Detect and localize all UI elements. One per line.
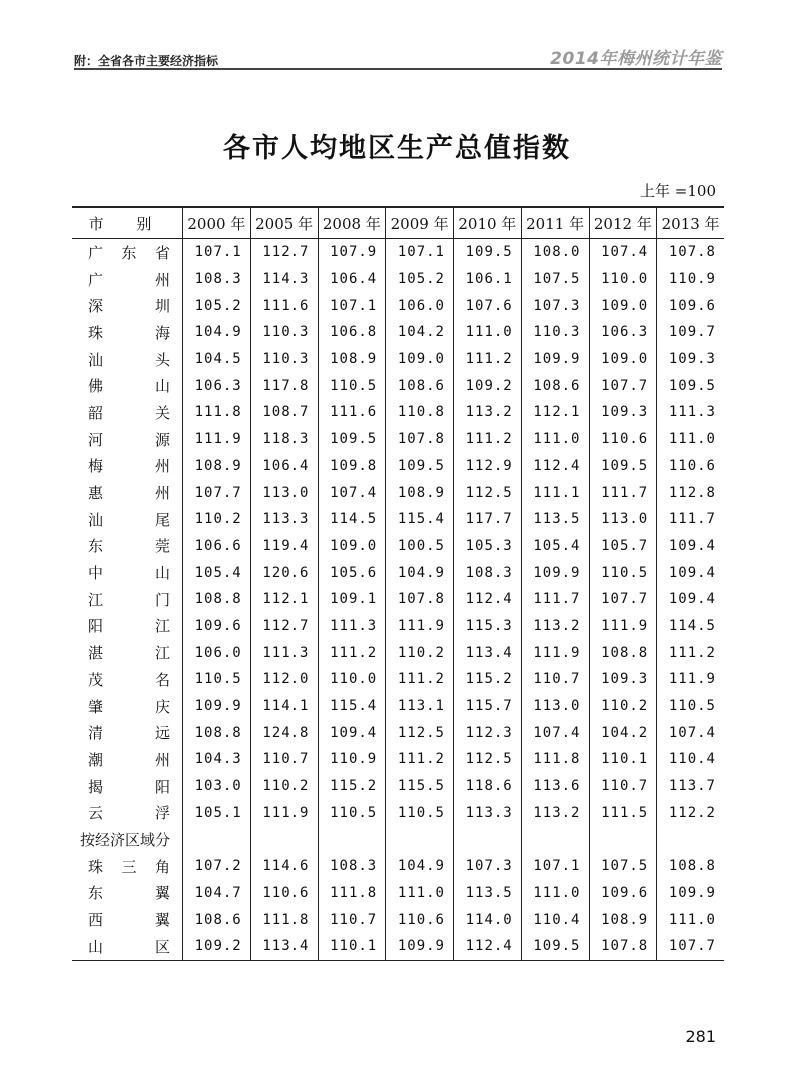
table-cell: 110.4 bbox=[521, 906, 589, 933]
table-cell: 108.8 bbox=[183, 719, 251, 746]
table-cell: 114.6 bbox=[250, 853, 318, 880]
table-cell: 118.3 bbox=[250, 426, 318, 453]
column-header: 市 别 bbox=[72, 207, 183, 239]
row-label: 韶关 bbox=[88, 403, 170, 422]
table-cell: 106.3 bbox=[589, 319, 657, 346]
table-cell: 109.6 bbox=[657, 292, 724, 319]
row-label: 江门 bbox=[88, 590, 170, 609]
row-label: 汕头 bbox=[88, 350, 170, 369]
row-label: 阳江 bbox=[88, 617, 170, 636]
table-cell: 112.4 bbox=[454, 933, 522, 960]
table-cell: 113.5 bbox=[454, 880, 522, 907]
table-cell: 115.7 bbox=[454, 693, 522, 720]
table-cell: 112.5 bbox=[454, 746, 522, 773]
table-cell: 113.3 bbox=[250, 506, 318, 533]
table-cell: 109.3 bbox=[589, 399, 657, 426]
table-cell: 109.9 bbox=[521, 559, 589, 586]
table-cell: 107.5 bbox=[521, 266, 589, 293]
column-header: 2000 年 bbox=[183, 207, 251, 239]
table-row bbox=[72, 693, 724, 720]
table-cell: 111.2 bbox=[454, 346, 522, 373]
table-cell: 110.2 bbox=[250, 773, 318, 800]
table-cell: 111.3 bbox=[318, 613, 386, 640]
table-cell: 110.3 bbox=[250, 346, 318, 373]
column-header: 2013 年 bbox=[657, 207, 724, 239]
table-row bbox=[72, 666, 724, 693]
table-row bbox=[72, 292, 724, 319]
table-cell: 107.8 bbox=[657, 239, 724, 266]
table-cell bbox=[386, 826, 454, 853]
table-cell: 111.7 bbox=[521, 586, 589, 613]
running-header-section: 附：全省各市主要经济指标 bbox=[74, 54, 219, 68]
table-row bbox=[72, 266, 724, 293]
table-cell: 111.6 bbox=[318, 399, 386, 426]
table-cell: 110.9 bbox=[318, 746, 386, 773]
table-cell: 111.9 bbox=[589, 613, 657, 640]
table-cell: 108.3 bbox=[183, 266, 251, 293]
table-cell: 113.2 bbox=[521, 799, 589, 826]
table-cell: 110.5 bbox=[318, 372, 386, 399]
table-cell: 100.5 bbox=[386, 533, 454, 560]
table-cell: 111.9 bbox=[657, 666, 724, 693]
table-cell: 109.5 bbox=[657, 372, 724, 399]
table-row bbox=[72, 399, 724, 426]
table-cell: 124.8 bbox=[250, 719, 318, 746]
table-cell: 106.0 bbox=[386, 292, 454, 319]
table-cell: 106.4 bbox=[250, 453, 318, 480]
table-cell: 112.2 bbox=[657, 799, 724, 826]
table-cell: 107.1 bbox=[318, 292, 386, 319]
table-cell: 113.5 bbox=[521, 506, 589, 533]
table-cell: 108.6 bbox=[386, 372, 454, 399]
table-cell: 106.6 bbox=[183, 533, 251, 560]
table-cell bbox=[250, 826, 318, 853]
table-cell: 112.0 bbox=[250, 666, 318, 693]
table-cell: 111.7 bbox=[657, 506, 724, 533]
table-cell: 109.7 bbox=[657, 319, 724, 346]
table-cell: 111.9 bbox=[521, 639, 589, 666]
table-row bbox=[72, 239, 724, 266]
table-row bbox=[72, 559, 724, 586]
table-cell: 104.7 bbox=[183, 880, 251, 907]
table-body bbox=[72, 239, 724, 961]
table-cell: 110.6 bbox=[386, 906, 454, 933]
table-cell: 104.9 bbox=[386, 559, 454, 586]
row-label: 清远 bbox=[88, 724, 170, 743]
table-cell: 113.4 bbox=[250, 933, 318, 960]
table-cell: 107.4 bbox=[318, 479, 386, 506]
table-cell: 110.5 bbox=[318, 799, 386, 826]
row-label: 广东省 bbox=[88, 243, 170, 262]
table-cell: 109.0 bbox=[589, 292, 657, 319]
table-cell: 107.5 bbox=[589, 853, 657, 880]
table-row bbox=[72, 372, 724, 399]
region-row bbox=[72, 933, 724, 960]
table-row bbox=[72, 533, 724, 560]
table-cell: 112.5 bbox=[386, 719, 454, 746]
table-cell: 104.2 bbox=[386, 319, 454, 346]
table-cell: 110.3 bbox=[521, 319, 589, 346]
table-cell: 108.8 bbox=[589, 639, 657, 666]
table-cell: 109.9 bbox=[657, 880, 724, 907]
table-cell: 109.4 bbox=[657, 586, 724, 613]
table-cell: 109.3 bbox=[657, 346, 724, 373]
table-cell: 109.0 bbox=[589, 346, 657, 373]
table-cell: 110.2 bbox=[589, 693, 657, 720]
table-cell: 109.6 bbox=[183, 613, 251, 640]
table-cell: 110.5 bbox=[589, 559, 657, 586]
table-cell: 111.5 bbox=[589, 799, 657, 826]
table-cell: 118.6 bbox=[454, 773, 522, 800]
table-cell: 107.1 bbox=[386, 239, 454, 266]
table-cell: 107.1 bbox=[183, 239, 251, 266]
table-cell: 109.3 bbox=[589, 666, 657, 693]
table-cell: 112.5 bbox=[454, 479, 522, 506]
table-cell: 110.6 bbox=[589, 426, 657, 453]
table-row bbox=[72, 586, 724, 613]
table-cell bbox=[318, 826, 386, 853]
table-cell: 111.2 bbox=[386, 666, 454, 693]
running-header-yearbook: 2014年梅州统计年鉴 bbox=[550, 49, 722, 69]
column-header: 2010 年 bbox=[454, 207, 522, 239]
table-cell: 113.7 bbox=[657, 773, 724, 800]
table-cell: 110.7 bbox=[250, 746, 318, 773]
table-cell: 111.8 bbox=[318, 880, 386, 907]
table-cell: 107.6 bbox=[454, 292, 522, 319]
table-cell: 109.4 bbox=[657, 559, 724, 586]
table-cell: 106.1 bbox=[454, 266, 522, 293]
column-header: 2009 年 bbox=[386, 207, 454, 239]
table-cell: 110.5 bbox=[183, 666, 251, 693]
table-cell: 114.5 bbox=[657, 613, 724, 640]
table-cell: 111.8 bbox=[183, 399, 251, 426]
table-cell: 111.3 bbox=[250, 639, 318, 666]
table-cell: 112.1 bbox=[521, 399, 589, 426]
table-cell: 109.4 bbox=[318, 719, 386, 746]
table-cell: 107.4 bbox=[589, 239, 657, 266]
table-cell: 109.5 bbox=[589, 453, 657, 480]
table-cell: 111.2 bbox=[318, 639, 386, 666]
row-label: 茂名 bbox=[88, 670, 170, 689]
row-label: 肇庆 bbox=[88, 697, 170, 716]
row-label: 东翼 bbox=[88, 884, 170, 903]
table-cell: 109.1 bbox=[318, 586, 386, 613]
table-row bbox=[72, 746, 724, 773]
table-cell: 108.9 bbox=[589, 906, 657, 933]
row-label: 佛山 bbox=[88, 377, 170, 396]
table-cell: 115.5 bbox=[386, 773, 454, 800]
table-cell: 111.0 bbox=[521, 426, 589, 453]
table-cell: 109.9 bbox=[521, 346, 589, 373]
table-cell: 115.4 bbox=[386, 506, 454, 533]
table-cell: 103.0 bbox=[183, 773, 251, 800]
table-cell: 109.6 bbox=[589, 880, 657, 907]
table-cell: 113.3 bbox=[454, 799, 522, 826]
table-cell: 111.9 bbox=[250, 799, 318, 826]
table-cell: 110.6 bbox=[657, 453, 724, 480]
table-cell bbox=[589, 826, 657, 853]
row-label: 东莞 bbox=[88, 537, 170, 556]
table-row bbox=[72, 319, 724, 346]
table-cell: 112.7 bbox=[250, 239, 318, 266]
table-cell: 109.5 bbox=[454, 239, 522, 266]
table-cell: 113.0 bbox=[250, 479, 318, 506]
row-label: 中山 bbox=[88, 564, 170, 583]
table-cell: 111.3 bbox=[657, 399, 724, 426]
table-cell: 107.8 bbox=[386, 586, 454, 613]
row-label: 广州 bbox=[88, 270, 170, 289]
table-cell: 115.2 bbox=[454, 666, 522, 693]
row-label: 珠三角 bbox=[88, 857, 170, 876]
section-row bbox=[72, 826, 724, 853]
table-cell: 110.0 bbox=[318, 666, 386, 693]
row-label: 河源 bbox=[88, 430, 170, 449]
table-cell: 109.5 bbox=[386, 453, 454, 480]
table-cell: 110.2 bbox=[183, 506, 251, 533]
table-cell: 110.0 bbox=[589, 266, 657, 293]
column-header: 2005 年 bbox=[250, 207, 318, 239]
table-cell: 104.9 bbox=[386, 853, 454, 880]
table-cell: 111.9 bbox=[183, 426, 251, 453]
table-cell: 113.0 bbox=[521, 693, 589, 720]
table-cell bbox=[454, 826, 522, 853]
table-cell: 114.5 bbox=[318, 506, 386, 533]
table-cell: 109.5 bbox=[521, 933, 589, 960]
table-cell: 105.6 bbox=[318, 559, 386, 586]
table-cell: 104.2 bbox=[589, 719, 657, 746]
row-label: 山区 bbox=[72, 933, 183, 960]
table-cell: 113.2 bbox=[521, 613, 589, 640]
table-cell: 108.6 bbox=[521, 372, 589, 399]
row-label: 揭阳 bbox=[88, 777, 170, 796]
table-cell: 110.5 bbox=[657, 693, 724, 720]
header-divider bbox=[74, 68, 722, 70]
table-cell: 107.3 bbox=[521, 292, 589, 319]
page-number: 281 bbox=[685, 1027, 716, 1046]
table-cell: 120.6 bbox=[250, 559, 318, 586]
table-cell: 108.6 bbox=[183, 906, 251, 933]
table-cell: 117.7 bbox=[454, 506, 522, 533]
table-cell: 107.7 bbox=[657, 933, 724, 960]
table-cell: 107.4 bbox=[657, 719, 724, 746]
table-cell: 107.1 bbox=[521, 853, 589, 880]
table-cell: 111.2 bbox=[386, 746, 454, 773]
table-cell: 115.2 bbox=[318, 773, 386, 800]
region-row bbox=[72, 853, 724, 880]
table-cell: 112.4 bbox=[521, 453, 589, 480]
table-cell: 109.4 bbox=[657, 533, 724, 560]
row-label: 潮州 bbox=[88, 750, 170, 769]
table-cell: 112.9 bbox=[454, 453, 522, 480]
table-cell: 110.4 bbox=[657, 746, 724, 773]
table-cell: 111.2 bbox=[454, 426, 522, 453]
table-cell: 113.6 bbox=[521, 773, 589, 800]
table-cell: 110.5 bbox=[386, 799, 454, 826]
data-table bbox=[72, 206, 724, 961]
table-cell: 109.2 bbox=[454, 372, 522, 399]
table-cell: 106.0 bbox=[183, 639, 251, 666]
table-cell: 105.7 bbox=[589, 533, 657, 560]
table-cell: 110.6 bbox=[250, 880, 318, 907]
column-header: 2012 年 bbox=[589, 207, 657, 239]
table-cell: 107.7 bbox=[183, 479, 251, 506]
row-label: 深圳 bbox=[88, 297, 170, 316]
table-cell bbox=[521, 826, 589, 853]
row-label: 惠州 bbox=[88, 484, 170, 503]
table-cell: 107.3 bbox=[454, 853, 522, 880]
table-cell: 107.4 bbox=[521, 719, 589, 746]
column-header: 2008 年 bbox=[318, 207, 386, 239]
table-row bbox=[72, 426, 724, 453]
table-cell: 110.9 bbox=[657, 266, 724, 293]
table-cell: 111.6 bbox=[250, 292, 318, 319]
table-cell: 111.8 bbox=[521, 746, 589, 773]
table-cell: 106.4 bbox=[318, 266, 386, 293]
table-row bbox=[72, 799, 724, 826]
table-cell: 109.0 bbox=[386, 346, 454, 373]
table-cell: 108.3 bbox=[454, 559, 522, 586]
table-cell: 107.9 bbox=[318, 239, 386, 266]
table-cell: 111.1 bbox=[521, 479, 589, 506]
table-cell: 105.2 bbox=[386, 266, 454, 293]
table-cell: 111.8 bbox=[250, 906, 318, 933]
table-row bbox=[72, 453, 724, 480]
table-cell: 111.0 bbox=[386, 880, 454, 907]
table-cell: 108.9 bbox=[183, 453, 251, 480]
table-cell: 113.2 bbox=[454, 399, 522, 426]
table-cell: 106.8 bbox=[318, 319, 386, 346]
table-row bbox=[72, 639, 724, 666]
table-cell: 109.2 bbox=[183, 933, 251, 960]
row-label: 汕尾 bbox=[88, 510, 170, 529]
table-cell: 104.9 bbox=[183, 319, 251, 346]
table-cell: 111.2 bbox=[657, 639, 724, 666]
table-cell: 107.2 bbox=[183, 853, 251, 880]
table-row bbox=[72, 613, 724, 640]
table-cell: 108.8 bbox=[657, 853, 724, 880]
table-cell: 111.0 bbox=[657, 426, 724, 453]
table-cell: 112.3 bbox=[454, 719, 522, 746]
table-cell: 111.7 bbox=[589, 479, 657, 506]
page-title: 各市人均地区生产总值指数 bbox=[223, 133, 571, 164]
table-cell: 113.1 bbox=[386, 693, 454, 720]
table-cell: 110.7 bbox=[521, 666, 589, 693]
table-cell bbox=[657, 826, 724, 853]
table-row bbox=[72, 719, 724, 746]
table-cell bbox=[183, 826, 251, 853]
table-cell: 110.7 bbox=[318, 906, 386, 933]
table-cell: 114.0 bbox=[454, 906, 522, 933]
table-cell: 111.9 bbox=[386, 613, 454, 640]
table-cell: 111.0 bbox=[454, 319, 522, 346]
table-cell: 109.0 bbox=[318, 533, 386, 560]
table-cell: 108.3 bbox=[318, 853, 386, 880]
row-label: 珠海 bbox=[88, 323, 170, 342]
table-row bbox=[72, 479, 724, 506]
table-cell: 110.1 bbox=[318, 933, 386, 960]
table-cell: 109.5 bbox=[318, 426, 386, 453]
table-cell: 114.3 bbox=[250, 266, 318, 293]
table-cell: 119.4 bbox=[250, 533, 318, 560]
table-cell: 110.1 bbox=[589, 746, 657, 773]
table-cell: 107.8 bbox=[589, 933, 657, 960]
table-cell: 104.3 bbox=[183, 746, 251, 773]
table-cell: 113.0 bbox=[589, 506, 657, 533]
table-cell: 105.3 bbox=[454, 533, 522, 560]
row-label: 梅州 bbox=[88, 457, 170, 476]
region-row bbox=[72, 880, 724, 907]
unit-note: 上年 =100 bbox=[640, 182, 716, 200]
table-cell: 110.7 bbox=[589, 773, 657, 800]
table-cell: 105.2 bbox=[183, 292, 251, 319]
table-cell: 108.9 bbox=[318, 346, 386, 373]
table-cell: 115.3 bbox=[454, 613, 522, 640]
table-cell: 104.5 bbox=[183, 346, 251, 373]
table-cell: 109.8 bbox=[318, 453, 386, 480]
table-row bbox=[72, 773, 724, 800]
table-cell: 117.8 bbox=[250, 372, 318, 399]
table-cell: 112.1 bbox=[250, 586, 318, 613]
table-cell: 114.1 bbox=[250, 693, 318, 720]
table-cell: 110.3 bbox=[250, 319, 318, 346]
table-cell: 108.8 bbox=[183, 586, 251, 613]
row-label: 湛江 bbox=[88, 644, 170, 663]
table-cell: 107.7 bbox=[589, 372, 657, 399]
table-cell: 106.3 bbox=[183, 372, 251, 399]
table-cell: 109.9 bbox=[183, 693, 251, 720]
table-cell: 110.2 bbox=[386, 639, 454, 666]
table-cell: 107.8 bbox=[386, 426, 454, 453]
table-row bbox=[72, 506, 724, 533]
table-cell: 112.7 bbox=[250, 613, 318, 640]
row-label: 西翼 bbox=[88, 911, 170, 930]
table-cell: 110.8 bbox=[386, 399, 454, 426]
table-cell: 112.8 bbox=[657, 479, 724, 506]
table-cell: 108.7 bbox=[250, 399, 318, 426]
row-label: 云浮 bbox=[88, 804, 170, 823]
table-row bbox=[72, 346, 724, 373]
table-cell: 113.4 bbox=[454, 639, 522, 666]
table-header-row bbox=[72, 207, 724, 239]
table-cell: 109.9 bbox=[386, 933, 454, 960]
table-cell: 111.0 bbox=[521, 880, 589, 907]
section-label: 按经济区域分 bbox=[80, 830, 171, 849]
table-cell: 105.1 bbox=[183, 799, 251, 826]
table-cell: 107.7 bbox=[589, 586, 657, 613]
table-cell: 108.0 bbox=[521, 239, 589, 266]
table-cell: 108.9 bbox=[386, 479, 454, 506]
region-row bbox=[72, 906, 724, 933]
column-header: 2011 年 bbox=[521, 207, 589, 239]
table-cell: 105.4 bbox=[183, 559, 251, 586]
table-cell: 112.4 bbox=[454, 586, 522, 613]
table-cell: 105.4 bbox=[521, 533, 589, 560]
table-cell: 115.4 bbox=[318, 693, 386, 720]
table-cell: 111.0 bbox=[657, 906, 724, 933]
